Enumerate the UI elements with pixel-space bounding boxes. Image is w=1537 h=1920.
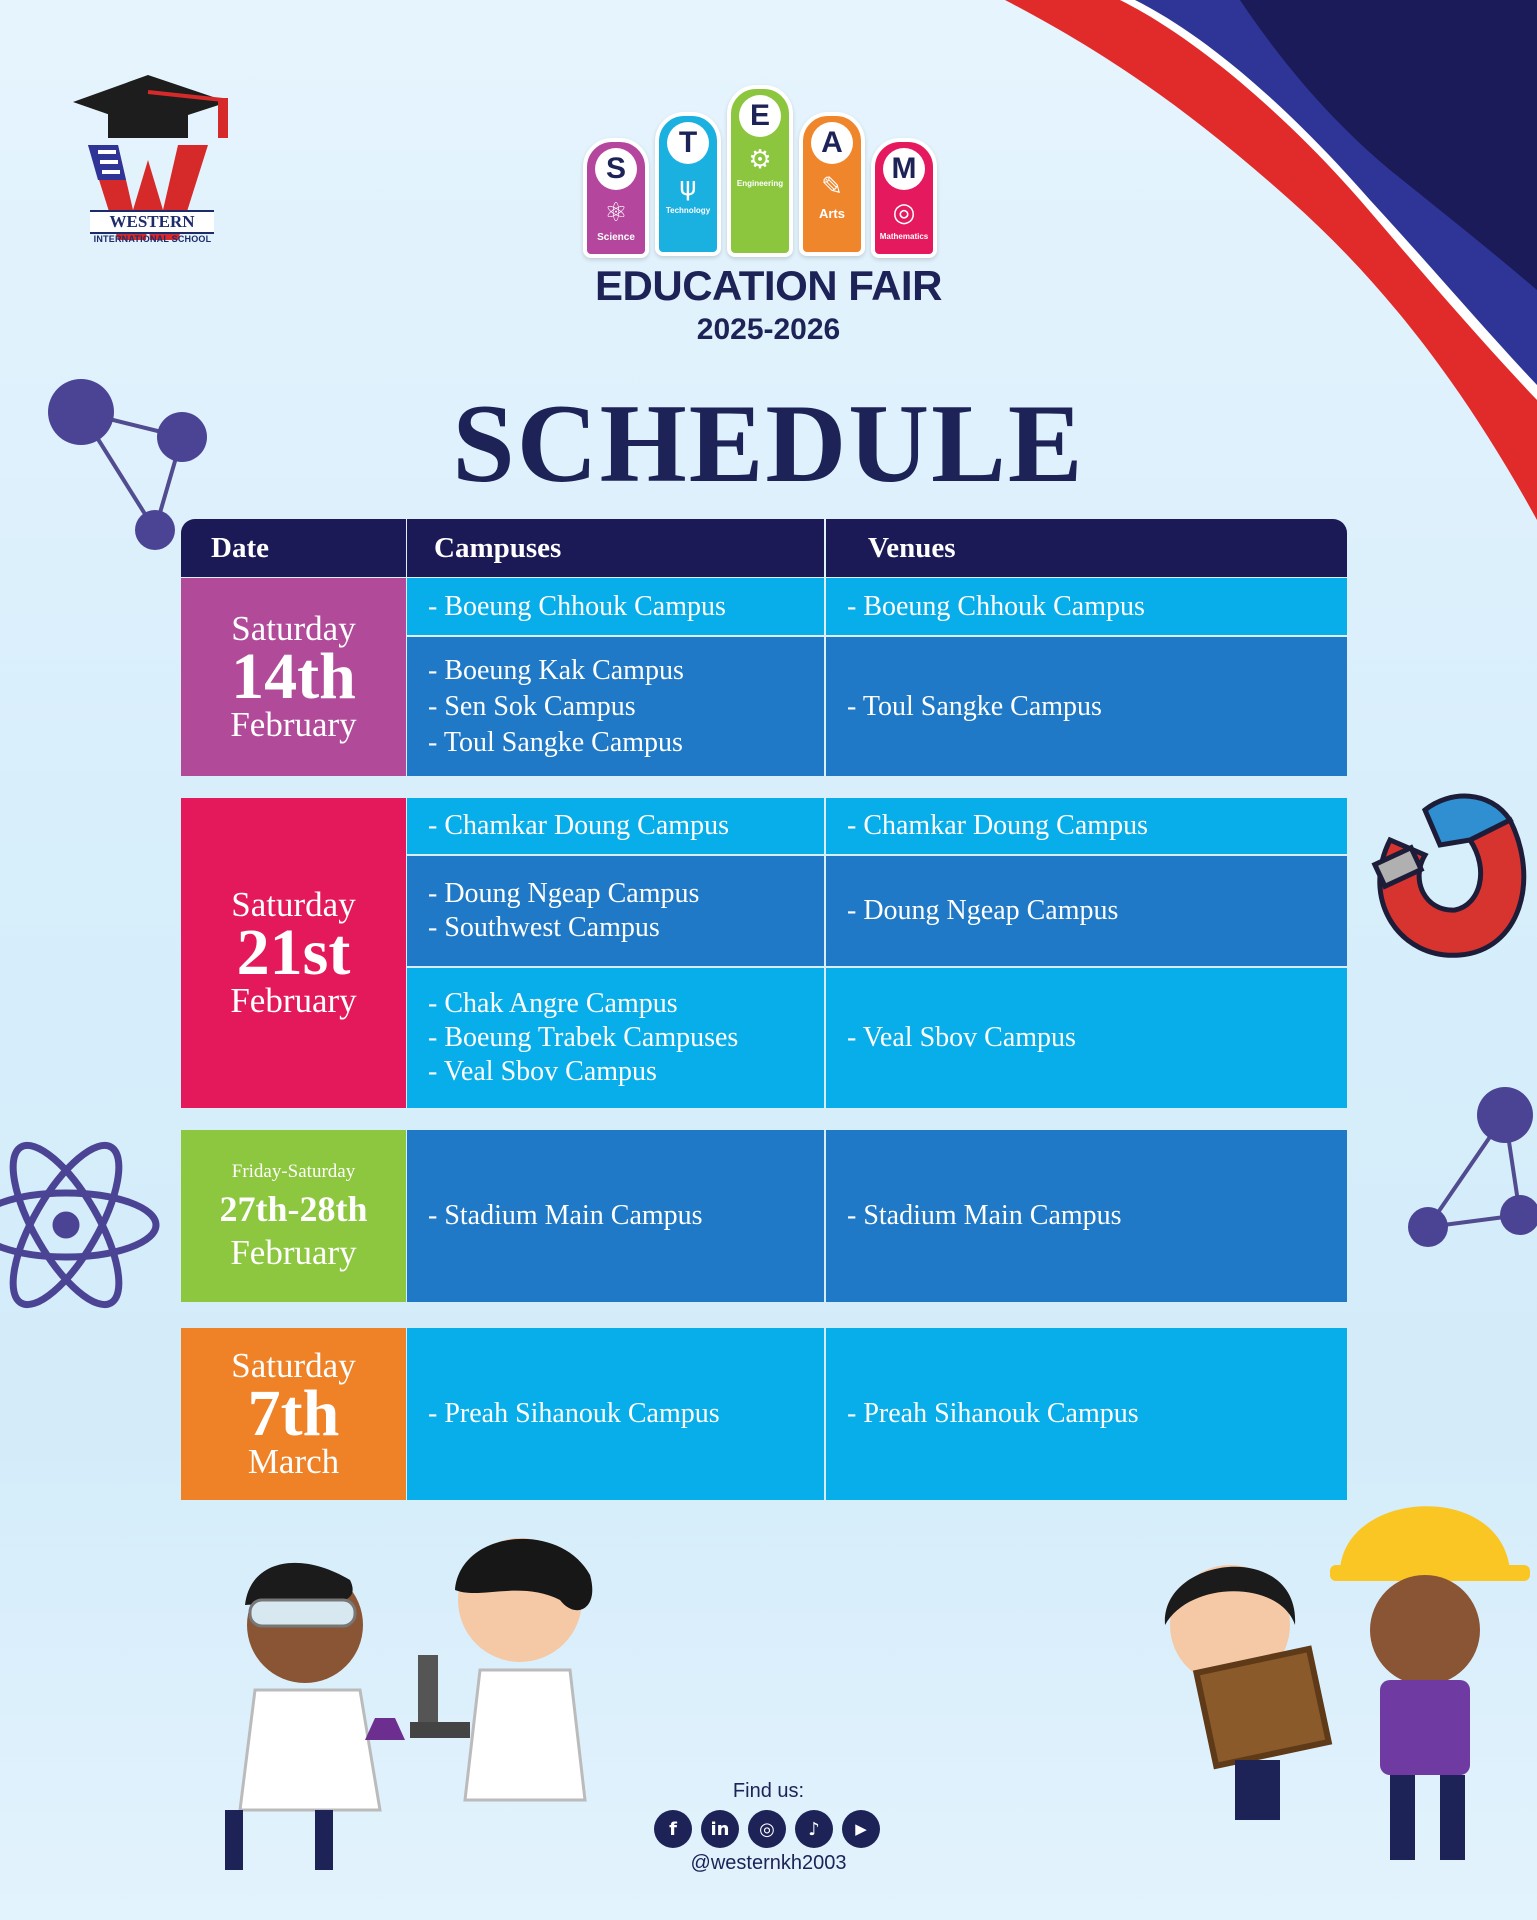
- steam-letter-e: E: [739, 95, 781, 137]
- venue-item: - Doung Ngeap Campus: [847, 895, 1119, 926]
- steam-letter-m: M: [883, 148, 925, 190]
- campus-item: - Stadium Main Campus: [428, 1200, 703, 1231]
- steam-label-mathematics: Mathematics: [879, 232, 929, 241]
- steam-letter-t: T: [667, 122, 709, 164]
- date-month: February: [230, 1233, 357, 1272]
- fair-years: 2025-2026: [696, 313, 841, 346]
- steam-pill-technology: [655, 112, 721, 256]
- date-number: 21st: [236, 916, 351, 989]
- atom-icon: ⚛: [604, 198, 628, 228]
- campus-item: - Veal Sbov Campus: [428, 1056, 657, 1087]
- campus-item: - Doung Ngeap Campus: [428, 878, 700, 909]
- campus-item: - Boeung Kak Campus: [428, 654, 684, 686]
- campus-cell: [407, 637, 824, 776]
- venue-cell: [826, 578, 1347, 635]
- steam-label-engineering: Engineering: [736, 179, 784, 188]
- date-day: Saturday: [231, 885, 356, 924]
- date-month: February: [230, 705, 357, 744]
- steam-pill-engineering: [727, 85, 793, 257]
- facebook-icon[interactable]: f: [654, 1810, 692, 1848]
- campus-item: - Preah Sihanouk Campus: [428, 1398, 720, 1429]
- magnet-icon: [1375, 796, 1524, 955]
- schedule-title: SCHEDULE: [452, 382, 1085, 506]
- gear-icon: ⚙: [748, 145, 772, 175]
- date-month: February: [230, 981, 357, 1020]
- molecule-right-icon: [1408, 1087, 1537, 1247]
- campus-cell: [407, 968, 824, 1108]
- campus-item: - Southwest Campus: [428, 912, 660, 943]
- header-date: Date: [181, 519, 406, 577]
- date-cell-27th-28th-february: [181, 1130, 406, 1302]
- header-campuses: Campuses: [407, 519, 824, 577]
- date-month: March: [247, 1442, 340, 1481]
- campus-item: - Boeung Chhouk Campus: [428, 590, 726, 622]
- header-venues: Venues: [826, 519, 1347, 577]
- venue-cell: [826, 637, 1347, 776]
- target-icon: ◎: [892, 198, 916, 228]
- date-number: 27th-28th: [219, 1189, 368, 1229]
- date-day: Saturday: [231, 1346, 356, 1385]
- date-cell-21st-february: [181, 798, 406, 1108]
- campus-item: - Chamkar Doung Campus: [428, 810, 729, 841]
- campus-cell: [407, 1130, 824, 1302]
- venue-cell: [826, 798, 1347, 854]
- date-number: 14th: [231, 640, 356, 713]
- venue-cell: [826, 968, 1347, 1108]
- logo-subtitle: INTERNATIONAL SCHOOL: [93, 234, 212, 244]
- youtube-icon[interactable]: ▶: [842, 1810, 880, 1848]
- date-day: Saturday: [231, 609, 356, 648]
- date-day: Friday-Saturday: [231, 1161, 356, 1182]
- campus-item: - Sen Sok Campus: [428, 690, 636, 722]
- venue-cell: [826, 856, 1347, 966]
- venue-item: - Preah Sihanouk Campus: [847, 1398, 1139, 1429]
- date-cell-14th-february: [181, 578, 406, 776]
- usb-icon: ψ: [679, 172, 697, 202]
- venue-item: - Veal Sbov Campus: [847, 1022, 1076, 1053]
- campus-cell: [407, 798, 824, 854]
- steam-pill-arts: [799, 112, 865, 256]
- steam-letter-s: S: [595, 148, 637, 190]
- steam-label-technology: Technology: [665, 206, 711, 215]
- palette-icon: ✎: [821, 172, 843, 202]
- venue-item: - Stadium Main Campus: [847, 1200, 1122, 1231]
- linkedin-icon[interactable]: in: [701, 1810, 739, 1848]
- venue-cell: [826, 1328, 1347, 1500]
- date-cell-7th-march: [181, 1328, 406, 1500]
- campus-item: - Chak Angre Campus: [428, 988, 678, 1019]
- kid-hardhat-illustration: [1330, 1506, 1530, 1860]
- venue-item: - Boeung Chhouk Campus: [847, 590, 1145, 622]
- logo-name: WESTERN: [90, 210, 214, 234]
- fair-title: EDUCATION FAIR: [595, 262, 942, 309]
- campus-cell: [407, 578, 824, 635]
- venue-item: - Chamkar Doung Campus: [847, 810, 1148, 841]
- kid-microscope-illustration: [410, 1538, 592, 1800]
- steam-label-science: Science: [597, 232, 635, 243]
- steam-label-arts: Arts: [818, 206, 845, 221]
- campus-cell: [407, 856, 824, 966]
- instagram-icon[interactable]: ◎: [748, 1810, 786, 1848]
- campus-item: - Boeung Trabek Campuses: [428, 1022, 739, 1053]
- find-us-label: Find us:: [732, 1780, 805, 1802]
- steam-pill-mathematics: [871, 138, 937, 258]
- tiktok-icon[interactable]: ♪: [795, 1810, 833, 1848]
- steam-pill-science: [583, 138, 649, 258]
- venue-item: - Toul Sangke Campus: [847, 690, 1102, 722]
- social-handle[interactable]: @westernkh2003: [690, 1852, 847, 1874]
- kid-scientist-illustration: [225, 1563, 405, 1870]
- steam-letter-a: A: [811, 122, 853, 164]
- campus-item: - Toul Sangke Campus: [428, 726, 683, 758]
- venue-cell: [826, 1130, 1347, 1302]
- date-number: 7th: [247, 1377, 340, 1450]
- atom-left-icon: [0, 1131, 156, 1319]
- campus-cell: [407, 1328, 824, 1500]
